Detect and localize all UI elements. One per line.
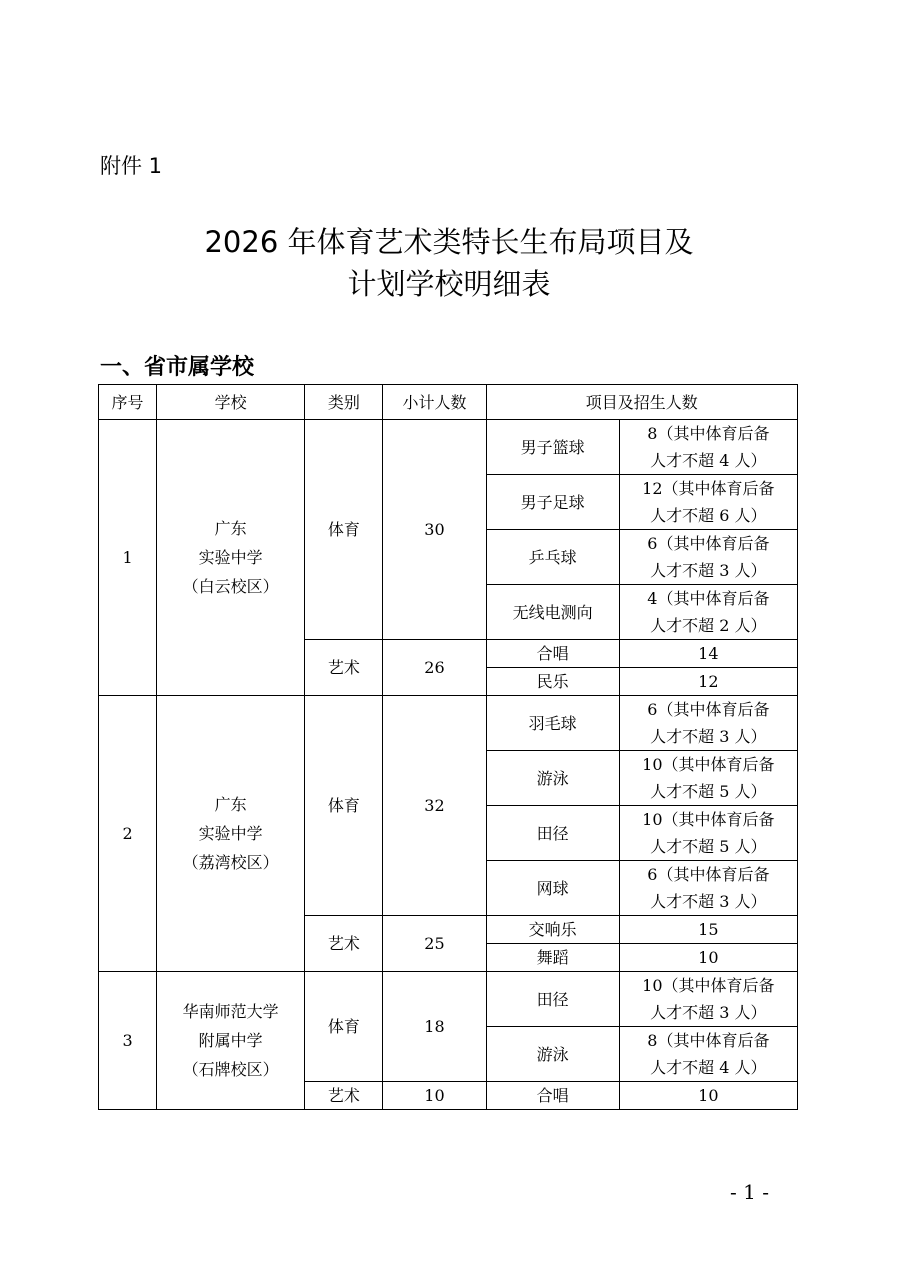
item-quota: 4（其中体育后备 人才不超 2 人） <box>619 585 797 640</box>
item-name: 田径 <box>486 806 619 861</box>
table-row <box>99 972 798 1027</box>
category-cell: 体育 <box>305 420 383 640</box>
item-name: 游泳 <box>486 751 619 806</box>
item-name: 无线电测向 <box>486 585 619 640</box>
item-name: 游泳 <box>486 1027 619 1082</box>
page-title-line-1: 2026 年体育艺术类特长生布局项目及 <box>204 225 694 259</box>
item-quota: 10（其中体育后备 人才不超 3 人） <box>619 972 797 1027</box>
item-quota: 12 <box>619 668 797 696</box>
column-header-items: 项目及招生人数 <box>486 385 797 420</box>
table-header-row <box>99 385 798 420</box>
item-quota: 12（其中体育后备 人才不超 6 人） <box>619 475 797 530</box>
item-quota: 6（其中体育后备 人才不超 3 人） <box>619 696 797 751</box>
item-name: 民乐 <box>486 668 619 696</box>
item-quota: 8（其中体育后备 人才不超 4 人） <box>619 1027 797 1082</box>
column-header-category: 类别 <box>305 385 383 420</box>
category-cell: 艺术 <box>305 916 383 972</box>
category-cell: 体育 <box>305 972 383 1082</box>
item-name: 合唱 <box>486 1082 619 1110</box>
item-name: 乒乓球 <box>486 530 619 585</box>
attachment-label: 附件 1 <box>100 154 163 178</box>
item-quota: 8（其中体育后备 人才不超 4 人） <box>619 420 797 475</box>
category-cell: 体育 <box>305 696 383 916</box>
subtotal-cell: 32 <box>383 696 486 916</box>
item-quota: 15 <box>619 916 797 944</box>
column-header-subtotal: 小计人数 <box>383 385 486 420</box>
item-quota: 14 <box>619 640 797 668</box>
category-cell: 艺术 <box>305 1082 383 1110</box>
subtotal-cell: 10 <box>383 1082 486 1110</box>
subtotal-cell: 30 <box>383 420 486 640</box>
section-heading: 一、省市属学校 <box>100 355 255 380</box>
item-name: 男子足球 <box>486 475 619 530</box>
school-no: 1 <box>99 420 157 696</box>
item-name: 合唱 <box>486 640 619 668</box>
table-row <box>99 420 798 475</box>
school-plan-table <box>98 384 798 1110</box>
category-cell: 艺术 <box>305 640 383 696</box>
column-header-no: 序号 <box>99 385 157 420</box>
school-no: 3 <box>99 972 157 1110</box>
item-quota: 10（其中体育后备 人才不超 5 人） <box>619 806 797 861</box>
school-name: 广东 实验中学 （白云校区） <box>157 420 305 696</box>
item-name: 田径 <box>486 972 619 1027</box>
item-name: 男子篮球 <box>486 420 619 475</box>
item-quota: 6（其中体育后备 人才不超 3 人） <box>619 530 797 585</box>
item-name: 交响乐 <box>486 916 619 944</box>
item-quota: 10 <box>619 1082 797 1110</box>
page-number: - 1 - <box>730 1180 769 1204</box>
school-name: 华南师范大学 附属中学 （石牌校区） <box>157 972 305 1110</box>
subtotal-cell: 18 <box>383 972 486 1082</box>
item-quota: 10（其中体育后备 人才不超 5 人） <box>619 751 797 806</box>
subtotal-cell: 25 <box>383 916 486 972</box>
school-no: 2 <box>99 696 157 972</box>
item-name: 舞蹈 <box>486 944 619 972</box>
item-quota: 10 <box>619 944 797 972</box>
subtotal-cell: 26 <box>383 640 486 696</box>
column-header-school: 学校 <box>157 385 305 420</box>
item-name: 网球 <box>486 861 619 916</box>
school-name: 广东 实验中学 （荔湾校区） <box>157 696 305 972</box>
item-quota: 6（其中体育后备 人才不超 3 人） <box>619 861 797 916</box>
page-title-line-2: 计划学校明细表 <box>347 267 551 301</box>
table-row <box>99 696 798 751</box>
item-name: 羽毛球 <box>486 696 619 751</box>
